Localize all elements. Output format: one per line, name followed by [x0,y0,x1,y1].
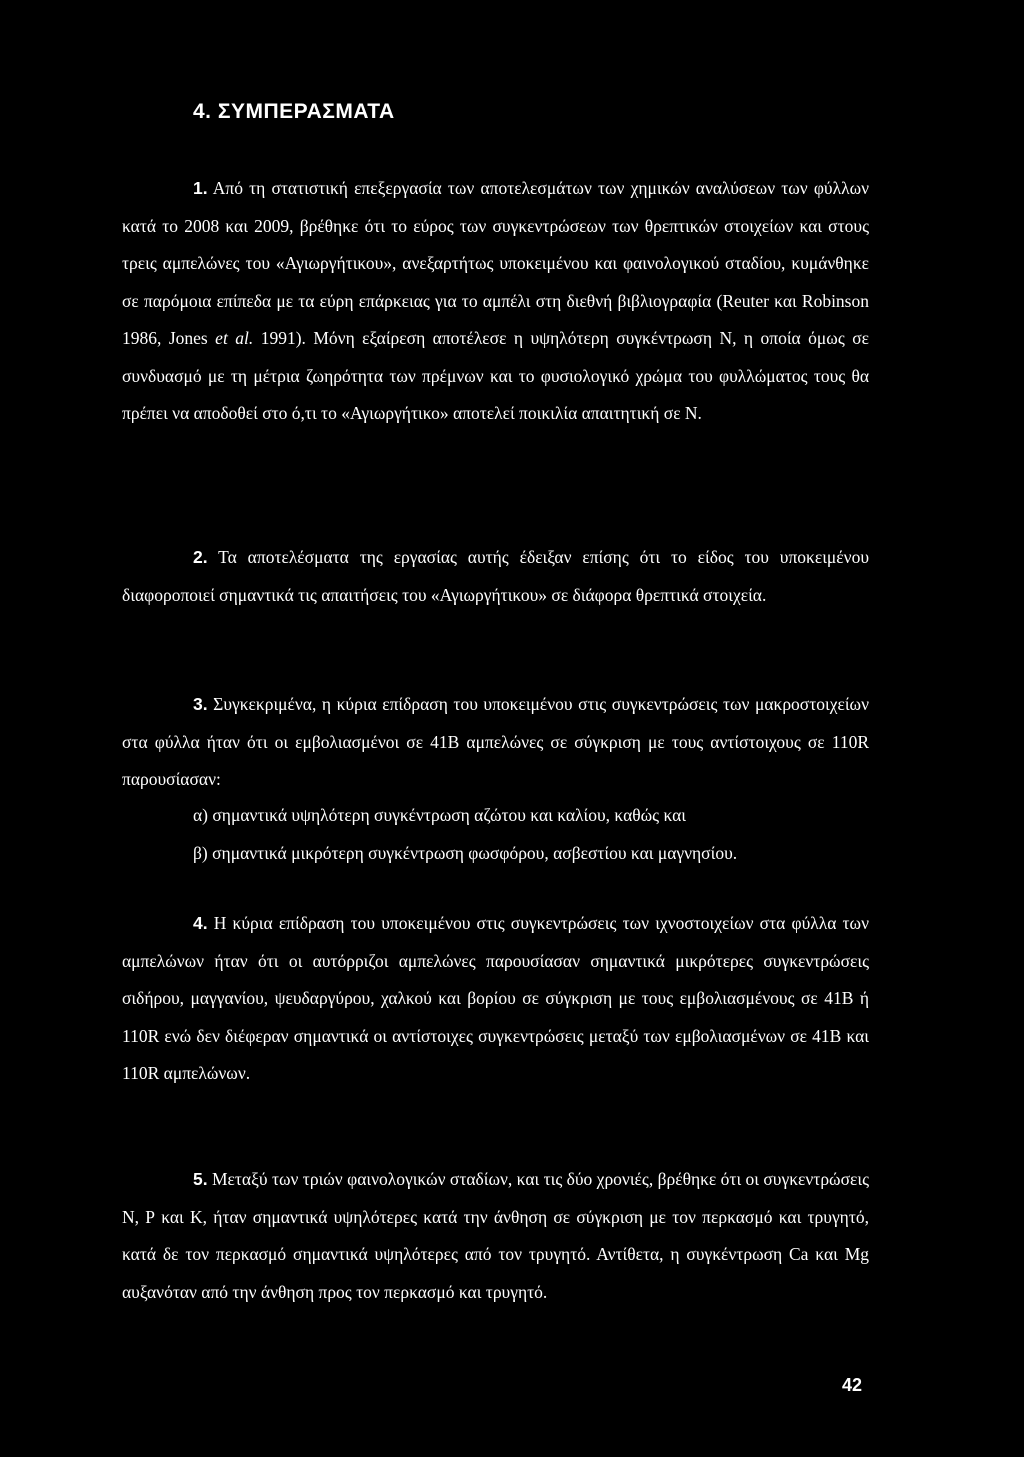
paragraph-5-text: Μεταξύ των τριών φαινολογικών σταδίων, και τις δύο χρονιές, βρέθηκε ότι οι συγκεντρώσεις Ν, Ρ και Κ, ήταν σημαντικά υψηλότερες κατά την άνθηση σε σύγκριση με τον περκασμό και τρυγητό, κατά δε τον περκασμό σημαντικά υψηλότερες από τον τρυγητό. Αντίθετα, η συγκέντρωση Ca και Mg αυξανόταν από την άνθηση προς τον περκασμό και τρυγητό. [122,1169,869,1302]
paragraph-2 [122,539,869,614]
paragraph-5 [122,1161,869,1311]
paragraph-5-number: 5. [193,1169,208,1189]
paragraph-3-item-b: β) σημαντικά μικρότερη συγκέντρωση φωσφόρου, ασβεστίου και μαγνησίου. [193,843,738,863]
paragraph-2-number: 2. [193,547,208,567]
page-number: 42 [842,1375,863,1395]
section-heading: 4. ΣΥΜΠΕΡΑΣΜΑΤΑ [193,100,395,123]
paragraph-1 [122,170,869,433]
paragraph-1-text-a: Από τη στατιστική επεξεργασία των αποτελεσμάτων των χημικών αναλύσεων των φύλλων κατά το 2008 και 2009, βρέθηκε ότι το εύρος των συγκεντρώσεων των θρεπτικών στοιχείων και στους τρεις αμπελώνες του «Αγιωργήτικου», ανεξαρτήτως υποκειμένου και φαινολογικού σταδίου, κυμάνθηκε σε παρόμοια επίπεδα με τα εύρη επάρκειας για το αμπέλι στη διεθνή βιβλιογραφία (Reuter και Robinson 1986, Jones [122,178,869,348]
paragraph-3-number: 3. [193,694,208,714]
paragraph-4-text: Η κύρια επίδραση του υποκειμένου στις συγκεντρώσεις των ιχνοστοιχείων στα φύλλα των αμπελώνων ήταν ότι οι αυτόρριζοι αμπελώνες παρουσίασαν σημαντικά μικρότερες συγκεντρώσεις σιδήρου, μαγγανίου, ψευδαργύρου, χαλκού και βορίου σε σύγκριση με τους εμβολιασμένους σε 41Β ή 110R ενώ δεν διέφεραν σημαντικά οι αντίστοιχες συγκεντρώσεις μεταξύ των εμβολιασμένων σε 41Β και 110R αμπελώνων. [122,913,869,1083]
paragraph-1-text-b: 1991). Μόνη εξαίρεση αποτέλεσε η υψηλότερη συγκέντρωση Ν, η οποία όμως σε συνδυασμό με τη μέτρια ζωηρότητα των πρέμνων και το φυσιολογικό χρώμα του φυλλώματος τους θα πρέπει να αποδοθεί στο ό,τι το «Αγιωργήτικο» αποτελεί ποικιλία απαιτητική σε Ν. [122,328,869,423]
paragraph-4-number: 4. [193,913,208,933]
paragraph-1-italic: et al. [215,328,254,348]
paragraph-4 [122,905,869,1093]
paragraph-1-number: 1. [193,178,208,198]
paragraph-3-text: Συγκεκριμένα, η κύρια επίδραση του υποκειμένου στις συγκεντρώσεις των μακροστοιχείων στα φύλλα ήταν ότι οι εμβολιασμένοι σε 41Β αμπελώνες σε σύγκριση με τους αντίστοιχους σε 110R παρουσίασαν: [122,694,869,789]
paragraph-3-item-a: α) σημαντικά υψηλότερη συγκέντρωση αζώτου και καλίου, καθώς και [193,805,686,825]
paragraph-2-text: Τα αποτελέσματα της εργασίας αυτής έδειξαν επίσης ότι το είδος του υποκειμένου διαφοροποιεί σημαντικά τις απαιτήσεις του «Αγιωργήτικου» σε διάφορα θρεπτικά στοιχεία. [122,547,869,605]
paragraph-3 [122,686,869,799]
